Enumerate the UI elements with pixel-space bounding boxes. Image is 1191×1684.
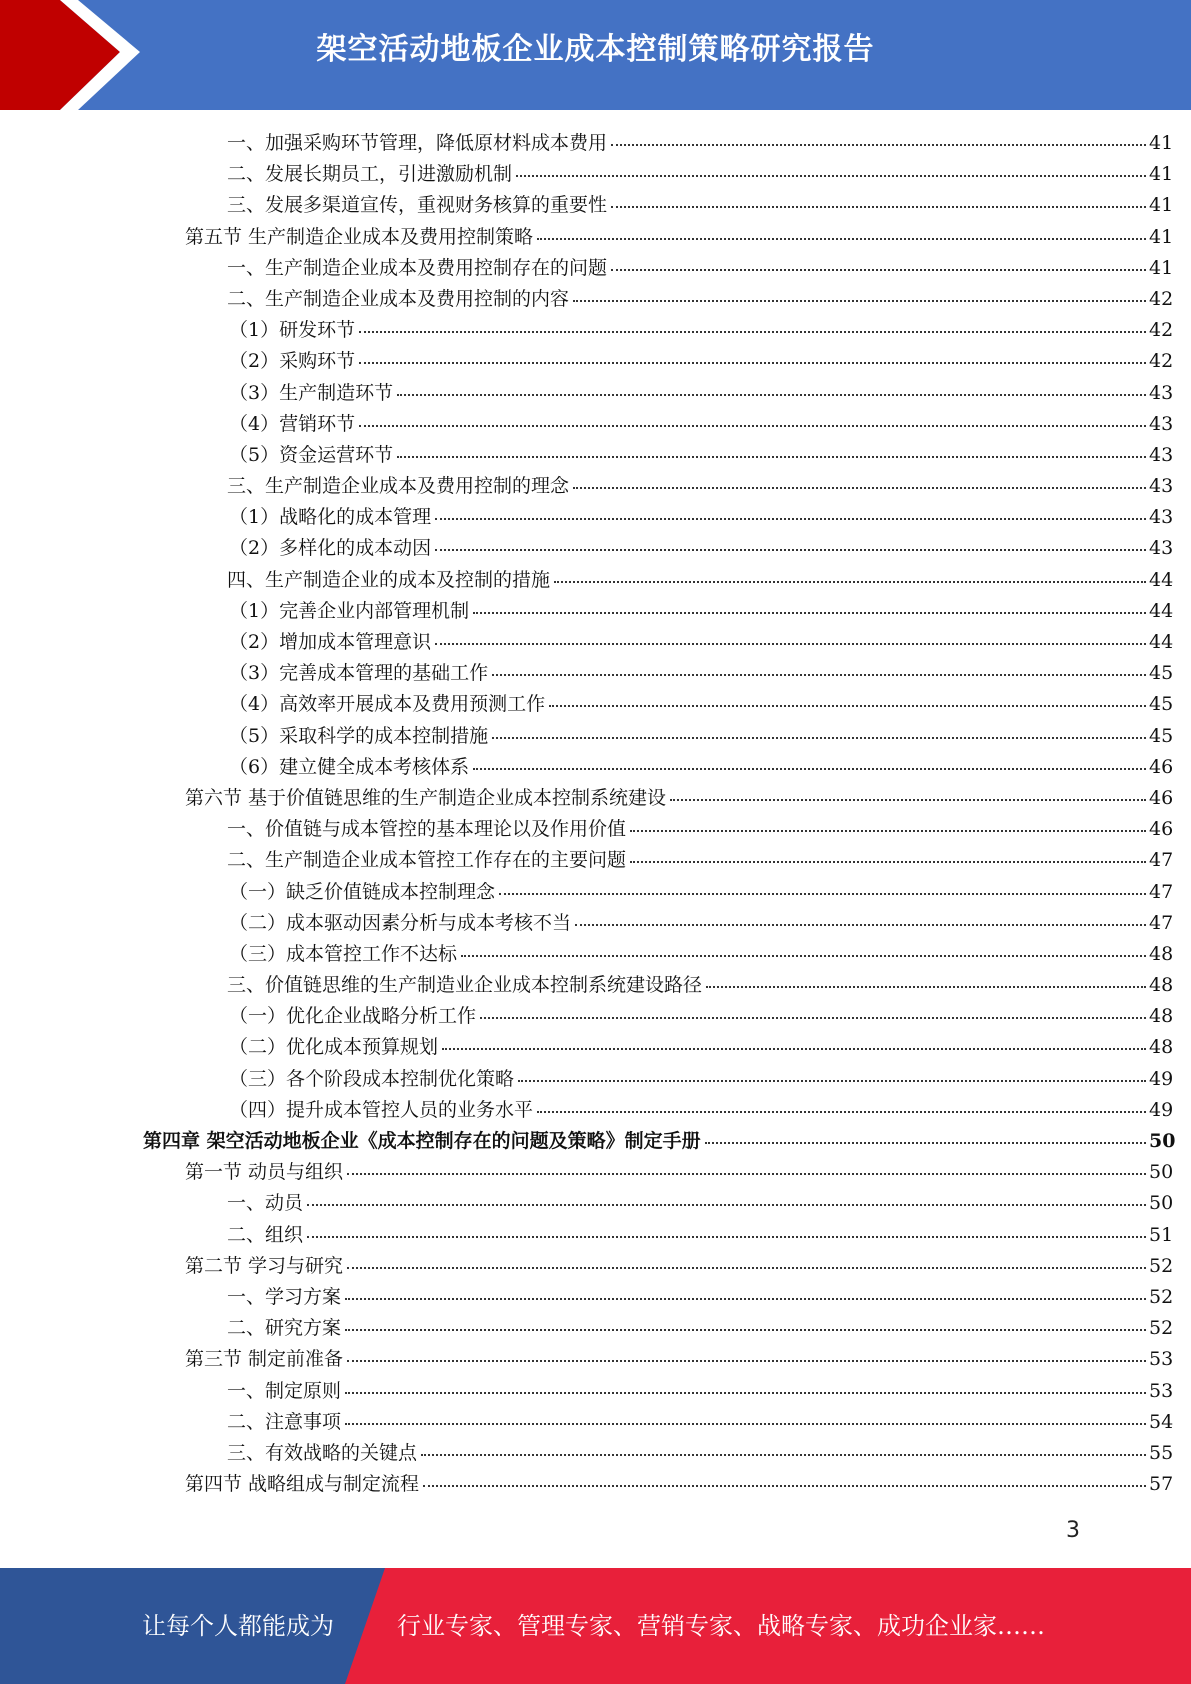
toc-entry[interactable] [0,378,1191,409]
toc-dot-leader [611,143,1146,146]
toc-entry-title: 三、发展多渠道宣传，重视财务核算的重要性 [227,194,608,217]
toc-entry-page: 47 [1149,849,1174,872]
toc-dot-leader [554,580,1146,583]
toc-entry-title: （1）战略化的成本管理 [229,506,432,529]
toc-dot-leader [461,954,1146,957]
toc-entry-page: 41 [1149,132,1174,154]
toc-entry-page: 43 [1149,412,1174,435]
toc-dot-leader [307,1203,1146,1206]
toc-dot-leader [573,486,1146,489]
page-footer [0,1568,1191,1684]
toc-dot-leader [480,1016,1146,1019]
toc-dot-leader [359,361,1146,364]
toc-dot-leader [670,798,1146,801]
toc-dot-leader [499,892,1146,895]
toc-entry[interactable] [0,315,1191,346]
toc-entry-title: 第三节 制定前准备 [185,1348,344,1371]
toc-entry-title: 二、组织 [227,1223,304,1246]
toc-entry-page: 45 [1149,724,1174,747]
toc-entry-page: 44 [1149,568,1174,591]
toc-dot-leader [442,1047,1146,1050]
toc-entry-title: （二）优化成本预算规划 [229,1036,439,1059]
toc-entry-page: 55 [1149,1441,1174,1464]
toc-entry-title: 一、学习方案 [227,1285,342,1308]
toc-entry[interactable] [0,533,1191,564]
toc-entry-title: （2）增加成本管理意识 [229,631,432,653]
toc-entry-page: 42 [1149,287,1174,310]
toc-entry[interactable] [0,1064,1191,1095]
toc-entry-title: 第六节 基于价值链思维的生产制造企业成本控制系统建设 [185,786,667,809]
toc-entry-page: 50 [1149,1161,1174,1184]
toc-dot-leader [345,1422,1146,1425]
footer-slogan-roles: 行业专家、管理专家、营销专家、战略专家、成功企业家…… [397,1612,1045,1640]
toc-dot-leader [345,1297,1146,1300]
toc-entry-page: 43 [1149,475,1174,498]
toc-dot-leader [359,424,1146,427]
toc-entry[interactable] [0,721,1191,752]
toc-entry[interactable] [0,565,1191,596]
toc-entry-title: （一）优化企业战略分析工作 [229,1005,477,1028]
toc-entry[interactable] [0,253,1191,284]
toc-dot-leader [473,767,1146,770]
toc-entry-page: 42 [1149,350,1174,373]
toc-entry-page: 41 [1149,256,1174,279]
toc-dot-leader [347,1359,1146,1362]
toc-entry-page: 41 [1149,163,1174,186]
toc-entry-title: （4）营销环节 [229,412,356,435]
toc-entry-title: 三、生产制造企业成本及费用控制的理念 [227,475,570,498]
toc-entry-title: （一）缺乏价值链成本控制理念 [229,880,496,903]
toc-entry[interactable] [0,877,1191,908]
toc-entry[interactable] [0,908,1191,939]
toc-entry-page: 41 [1149,194,1174,217]
toc-entry[interactable] [0,1376,1191,1407]
toc-entry[interactable] [0,1220,1191,1251]
toc-entry-page: 54 [1149,1410,1174,1433]
toc-entry[interactable] [0,658,1191,689]
toc-entry[interactable] [0,1095,1191,1126]
toc-entry-title: 一、动员 [227,1192,304,1215]
toc-entry[interactable] [0,128,1191,159]
toc-entry[interactable] [0,440,1191,471]
toc-entry[interactable] [0,471,1191,502]
toc-entry[interactable] [0,845,1191,876]
toc-dot-leader [421,1453,1146,1456]
toc-entry[interactable] [0,627,1191,658]
toc-dot-leader [307,1235,1146,1238]
toc-entry-title: 二、发展长期员工，引进激励机制 [227,163,513,186]
toc-dot-leader [575,923,1146,926]
toc-dot-leader [473,611,1146,614]
toc-entry-title: 第五节 生产制造企业成本及费用控制策略 [185,225,534,248]
toc-entry[interactable] [0,346,1191,377]
toc-entry-title: （6）建立健全成本考核体系 [229,755,470,778]
toc-entry-title: 二、研究方案 [227,1317,342,1340]
toc-entry-page: 51 [1149,1223,1174,1246]
toc-entry-title: 一、制定原则 [227,1379,342,1402]
toc-dot-leader [518,1079,1146,1082]
toc-entry-page: 48 [1149,942,1174,965]
toc-entry[interactable] [0,783,1191,814]
toc-entry[interactable] [0,939,1191,970]
toc-entry-page: 44 [1149,599,1174,622]
toc-entry-title: （4）高效率开展成本及费用预测工作 [229,693,546,716]
toc-entry-page: 45 [1149,693,1174,716]
toc-entry[interactable] [0,502,1191,533]
toc-entry-title: （1）研发环节 [229,319,356,342]
toc-entry-page: 43 [1149,443,1174,466]
toc-entry-title: 四、生产制造企业的成本及控制的措施 [227,568,551,591]
toc-entry-page: 43 [1149,381,1174,404]
document-title: 架空活动地板企业成本控制策略研究报告 [316,32,875,67]
toc-dot-leader [345,1328,1146,1331]
toc-entry[interactable] [0,689,1191,720]
toc-entry-title: 一、加强采购环节管理，降低原材料成本费用 [227,132,608,154]
toc-entry[interactable] [0,222,1191,253]
toc-entry-page: 53 [1149,1379,1174,1402]
toc-entry[interactable] [0,1251,1191,1282]
toc-entry-page: 53 [1149,1348,1174,1371]
toc-entry-title: （3）完善成本管理的基础工作 [229,662,489,685]
toc-dot-leader [345,1391,1146,1394]
toc-entry-page: 49 [1149,1067,1174,1090]
toc-entry-title: （5）采取科学的成本控制措施 [229,724,489,747]
toc-dot-leader [435,517,1146,520]
toc-entry-page: 47 [1149,880,1174,903]
toc-entry-title: （2）采购环节 [229,350,356,373]
toc-entry-page: 52 [1149,1254,1174,1277]
toc-entry-page: 48 [1149,974,1174,997]
toc-entry[interactable] [0,284,1191,315]
toc-entry[interactable] [0,1001,1191,1032]
toc-entry[interactable] [0,1344,1191,1375]
toc-entry[interactable] [0,159,1191,190]
toc-dot-leader [423,1484,1146,1487]
toc-entry[interactable] [0,1282,1191,1313]
toc-dot-leader [435,642,1146,645]
toc-dot-leader [573,299,1146,302]
footer-slogan-lead: 让每个人都能成为 [142,1612,334,1640]
toc-entry-title: 三、有效战略的关键点 [227,1441,418,1464]
toc-entry[interactable] [0,752,1191,783]
toc-dot-leader [347,1172,1146,1175]
toc-dot-leader [537,1110,1146,1113]
toc-dot-leader [705,1141,1146,1144]
toc-entry-title: （三）成本管控工作不达标 [229,942,458,965]
toc-entry-page: 47 [1149,911,1174,934]
toc-dot-leader [630,860,1146,863]
toc-entry-title: 第四章 架空活动地板企业《成本控制存在的问题及策略》制定手册 [143,1130,701,1152]
table-of-contents [0,128,1191,1500]
toc-entry-title: （3）生产制造环节 [229,381,394,404]
toc-entry-title: 第一节 动员与组织 [185,1161,344,1184]
toc-entry-title: 二、注意事项 [227,1410,342,1433]
toc-entry-page: 45 [1149,662,1174,685]
toc-entry-title: 二、生产制造企业成本及费用控制的内容 [227,287,570,310]
toc-dot-leader [611,205,1146,208]
toc-entry-page: 41 [1149,225,1174,248]
toc-entry-page: 43 [1149,537,1174,560]
toc-entry-page: 46 [1149,818,1174,841]
toc-entry[interactable] [0,1032,1191,1063]
toc-dot-leader [397,393,1146,396]
toc-entry-title: （1）完善企业内部管理机制 [229,599,470,622]
toc-entry-title: 三、价值链思维的生产制造业企业成本控制系统建设路径 [227,974,703,997]
toc-entry-title: （三）各个阶段成本控制优化策略 [229,1067,515,1090]
toc-entry-page: 48 [1149,1005,1174,1028]
toc-entry-title: 第四节 战略组成与制定流程 [185,1473,420,1496]
toc-entry[interactable] [0,1469,1191,1500]
toc-entry-page: 52 [1149,1285,1174,1308]
toc-entry[interactable] [0,409,1191,440]
toc-dot-leader [347,1266,1146,1269]
toc-entry-page: 46 [1149,755,1174,778]
toc-dot-leader [359,330,1146,333]
toc-entry-page: 57 [1149,1473,1174,1496]
toc-dot-leader [611,268,1146,271]
toc-entry-title: （四）提升成本管控人员的业务水平 [229,1098,534,1121]
toc-entry-page: 44 [1149,631,1174,653]
toc-entry-title: （5）资金运营环节 [229,443,394,466]
toc-entry-page: 49 [1149,1098,1174,1121]
toc-dot-leader [706,985,1146,988]
toc-dot-leader [516,174,1146,177]
toc-dot-leader [549,704,1146,707]
toc-entry-title: 第二节 学习与研究 [185,1254,344,1277]
toc-entry[interactable] [0,1126,1191,1157]
toc-entry-page: 50 [1149,1192,1174,1215]
toc-entry-title: 一、价值链与成本管控的基本理论以及作用价值 [227,818,627,841]
toc-entry-page: 52 [1149,1317,1174,1340]
toc-entry-title: （2）多样化的成本动因 [229,537,432,560]
toc-dot-leader [397,455,1146,458]
toc-entry[interactable] [0,190,1191,221]
toc-dot-leader [537,237,1146,240]
toc-dot-leader [492,673,1146,676]
toc-entry-page: 46 [1149,786,1174,809]
toc-entry[interactable] [0,970,1191,1001]
toc-entry[interactable] [0,1407,1191,1438]
toc-entry[interactable] [0,596,1191,627]
toc-entry-title: 二、生产制造企业成本管控工作存在的主要问题 [227,849,627,872]
toc-entry-title: 一、生产制造企业成本及费用控制存在的问题 [227,256,608,279]
toc-dot-leader [630,829,1146,832]
toc-entry[interactable] [0,1313,1191,1344]
toc-entry-page: 50 [1149,1130,1176,1152]
toc-dot-leader [492,736,1146,739]
toc-entry[interactable] [0,1157,1191,1188]
toc-dot-leader [435,548,1146,551]
page-header [0,0,1191,110]
toc-entry[interactable] [0,1438,1191,1469]
toc-entry-title: （二）成本驱动因素分析与成本考核不当 [229,911,572,934]
toc-entry[interactable] [0,1188,1191,1219]
page-number: 3 [1066,1518,1080,1543]
toc-entry-page: 43 [1149,506,1174,529]
toc-entry-page: 42 [1149,319,1174,342]
toc-entry[interactable] [0,814,1191,845]
toc-entry-page: 48 [1149,1036,1174,1059]
